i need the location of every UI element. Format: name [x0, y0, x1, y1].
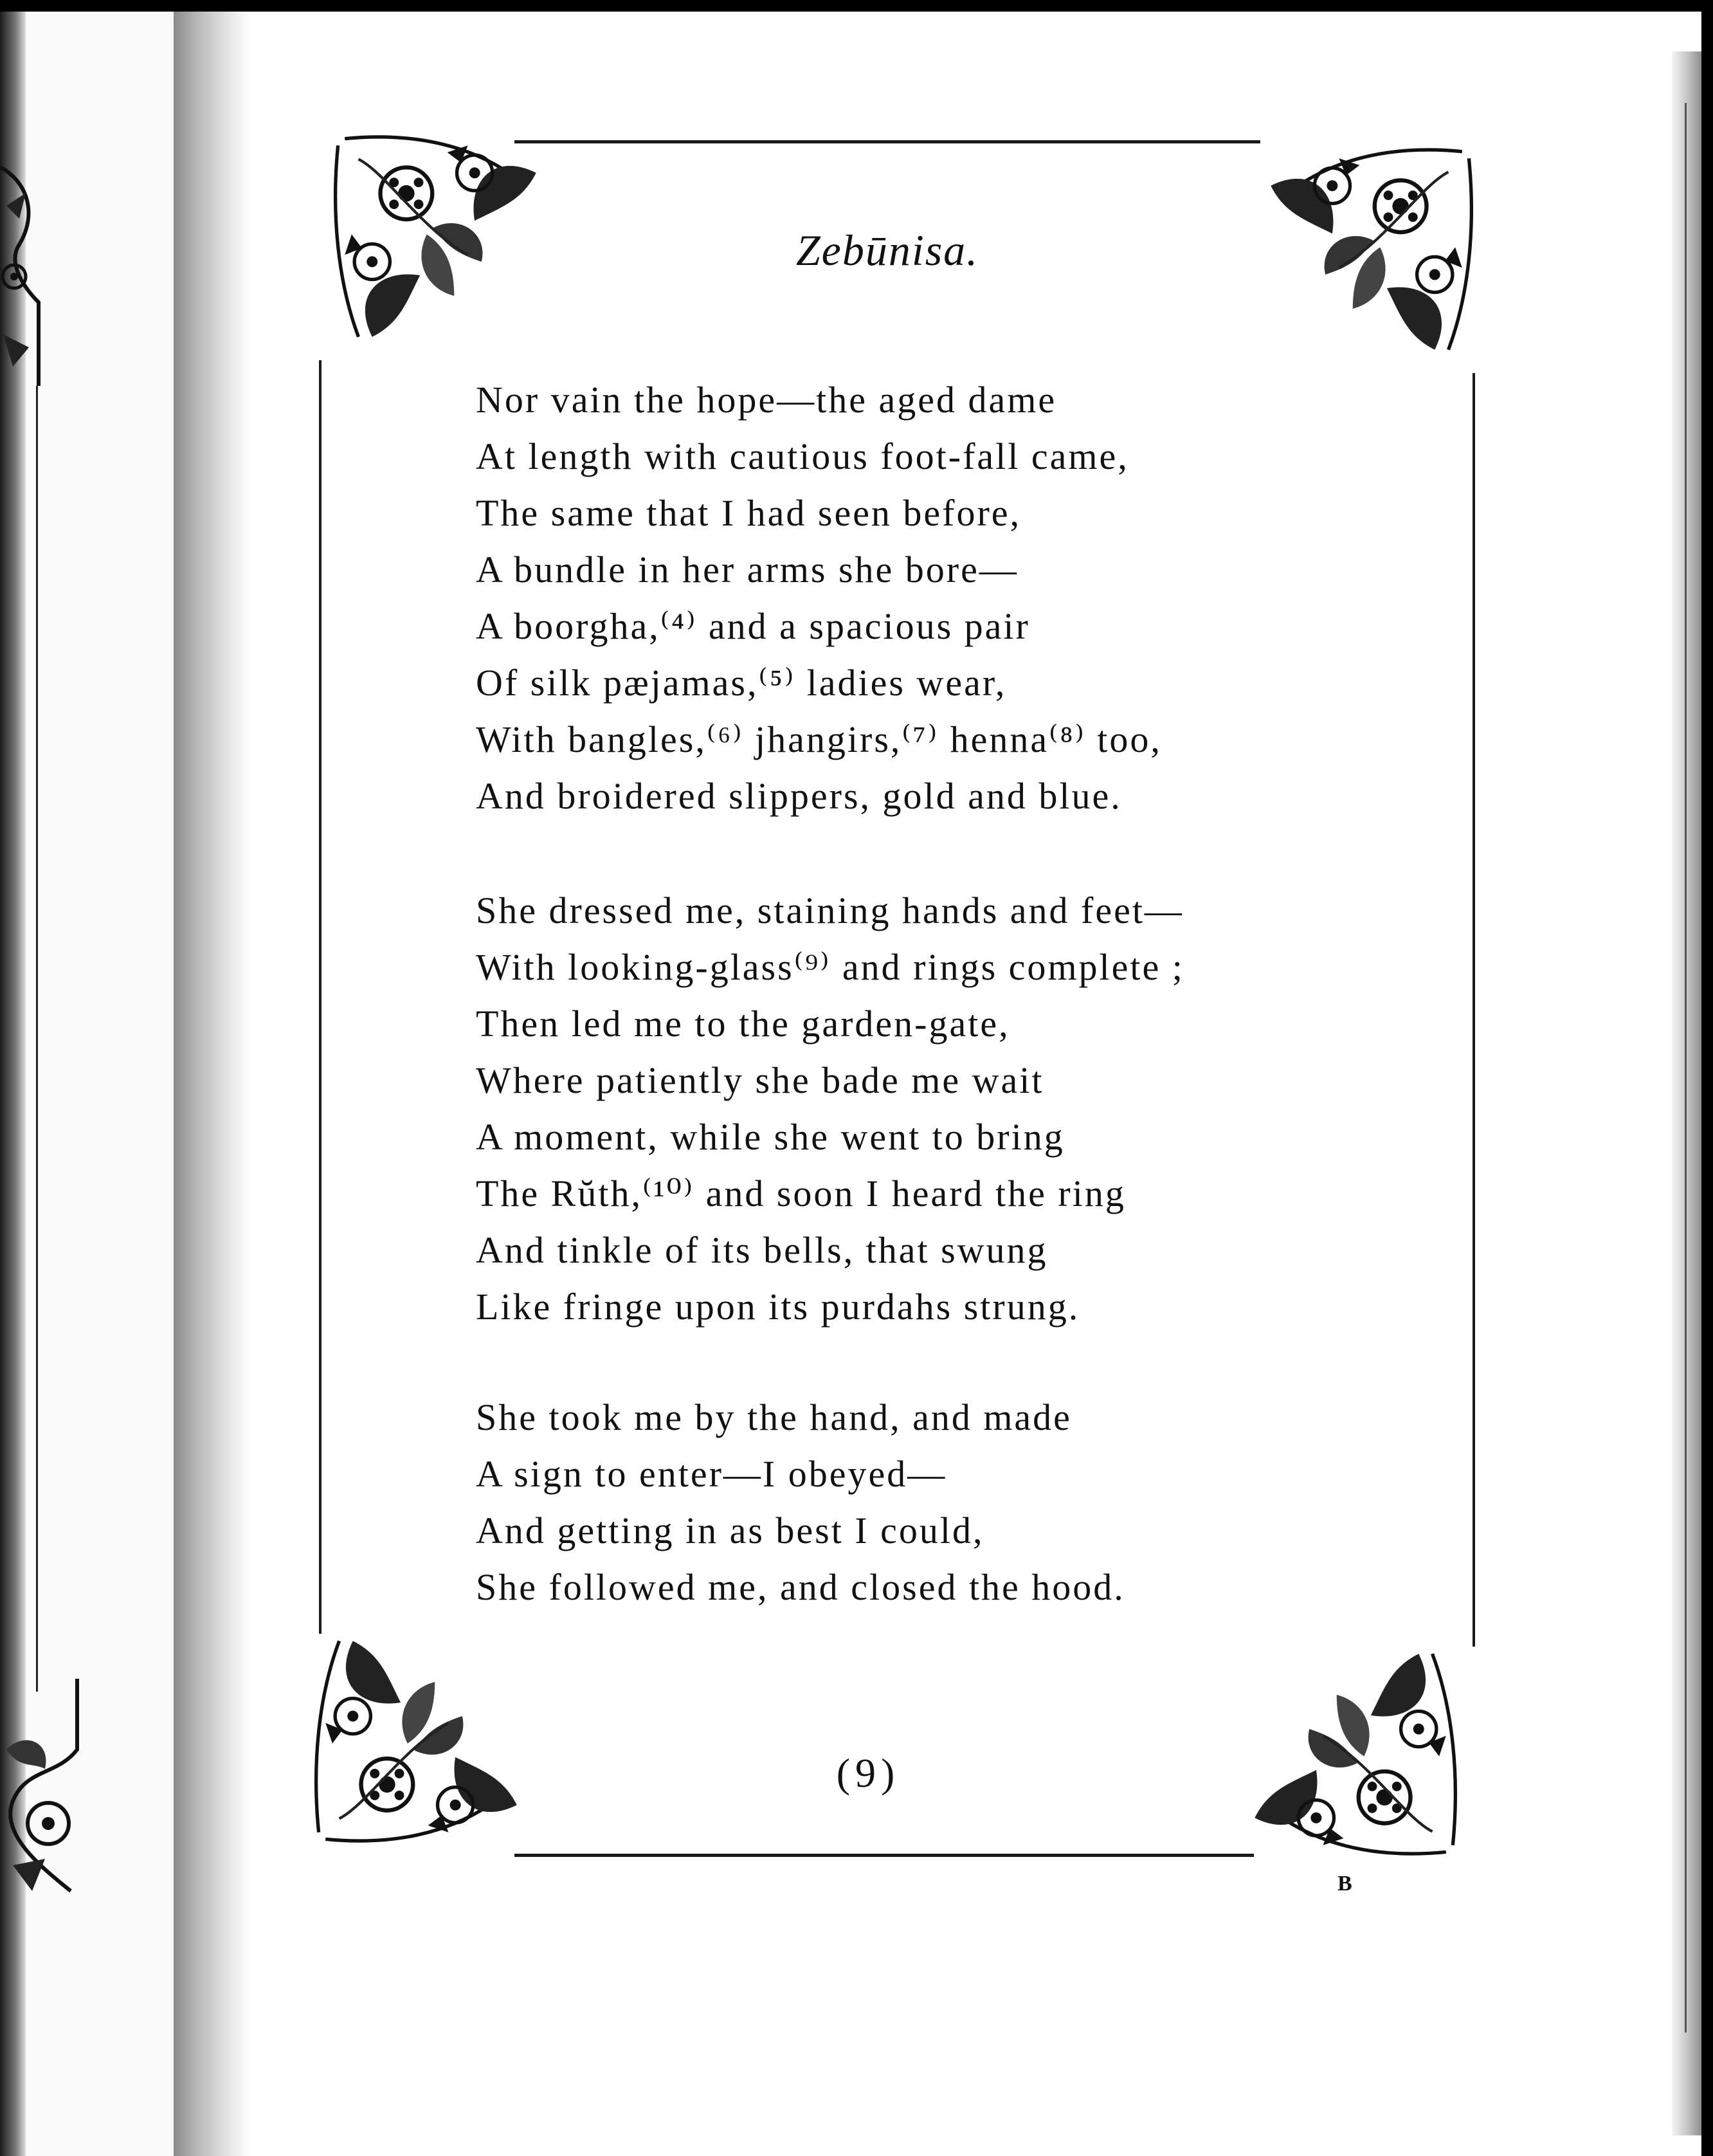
binding-gutter-shadow: [174, 0, 251, 2156]
corner-ornament-top-right: [1257, 145, 1476, 363]
page-number: (9): [836, 1750, 900, 1796]
verse-line: With looking-glass⁽⁹⁾ and rings complete ;: [476, 946, 1184, 988]
verse-line: At length with cautious foot-fall came,: [476, 435, 1129, 477]
verse-line: Nor vain the hope—the aged dame: [476, 379, 1057, 421]
verse-line: And getting in as best I could,: [476, 1510, 984, 1551]
stanza-3: [476, 1389, 1247, 1616]
verse-line: A bundle in her arms she bore—: [476, 549, 1019, 590]
corner-ornament-bottom-right: [1241, 1640, 1460, 1859]
stanza-1: [476, 372, 1247, 825]
frame-rule-top: [514, 140, 1260, 143]
verse-line: She took me by the hand, and made: [476, 1396, 1072, 1438]
verse-line: The Rŭth,⁽¹⁰⁾ and soon I heard the ring: [476, 1173, 1126, 1214]
previous-page-ornament-bottom: [0, 1672, 84, 1917]
verse-line: Then led me to the garden-gate,: [476, 1003, 1010, 1045]
corner-ornament-bottom-left: [312, 1627, 530, 1846]
frame-rule-left: [319, 360, 322, 1634]
corner-ornament-top-left: [331, 132, 550, 351]
previous-page-frame-rule: [36, 386, 38, 1692]
verse-line: And broidered slippers, gold and blue.: [476, 775, 1122, 817]
scan-right-border: [1701, 0, 1713, 2156]
verse-line: With bangles,⁽⁶⁾ jhangirs,⁽⁷⁾ henna⁽⁸⁾ too,: [476, 718, 1162, 760]
page-edge-line: [1685, 103, 1687, 2033]
stanza-2: [476, 882, 1247, 1335]
scan-top-border: [0, 0, 1713, 12]
verse-line: She dressed me, staining hands and feet—: [476, 890, 1184, 931]
signature-mark: B: [1337, 1872, 1352, 1896]
verse-line: The same that I had seen before,: [476, 492, 1022, 534]
previous-page-ornament-top: [0, 154, 51, 392]
verse-line: A moment, while she went to bring: [476, 1116, 1065, 1158]
verse-line: Where patiently she bade me wait: [476, 1059, 1044, 1101]
verse-line: Of silk pæjamas,⁽⁵⁾ ladies wear,: [476, 662, 1007, 704]
page-edge-shadow: [1672, 51, 1701, 2135]
verse-line: She followed me, and closed the hood.: [476, 1566, 1125, 1608]
verse-line: A boorgha,⁽⁴⁾ and a spacious pair: [476, 605, 1030, 647]
running-head-title: Zebūnisa.: [795, 226, 979, 275]
frame-rule-right: [1473, 373, 1475, 1647]
frame-rule-bottom: [514, 1854, 1254, 1857]
verse-line: A sign to enter—I obeyed—: [476, 1453, 947, 1495]
verse-line: Like fringe upon its purdahs strung.: [476, 1286, 1080, 1328]
verse-line: And tinkle of its bells, that swung: [476, 1229, 1048, 1271]
